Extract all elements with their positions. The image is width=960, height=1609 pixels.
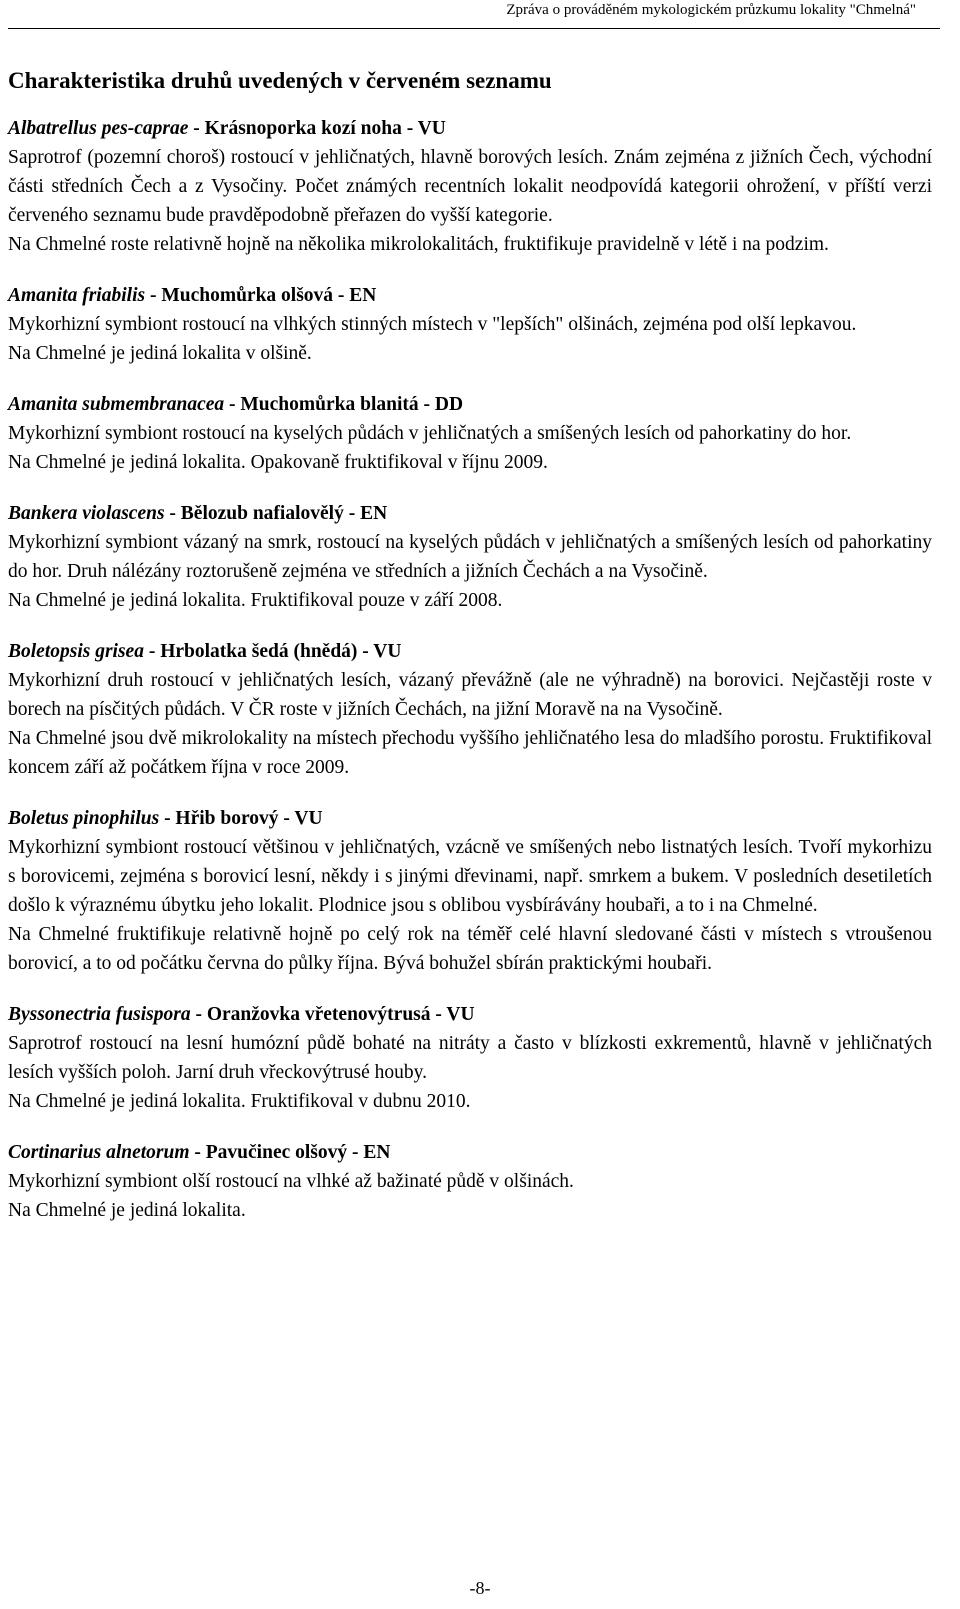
- species-list: [8, 114, 932, 1247]
- common-name-category: - Pavučinec olšový - EN: [189, 1142, 391, 1163]
- latin-name: Cortinarius alnetorum: [8, 1142, 190, 1163]
- common-name-category: - Oranžovka vřetenovýtrusá - VU: [190, 1004, 475, 1025]
- common-name-category: - Hřib borový - VU: [159, 808, 323, 829]
- common-name-category: - Hrbolatka šedá (hnědá) - VU: [143, 641, 402, 662]
- species-entry: [8, 637, 932, 782]
- species-entry: [8, 114, 932, 259]
- latin-name: Boletus pinophilus: [8, 808, 160, 829]
- description-paragraph: Mykorhizní druh rostoucí v jehličnatých lesích, vázaný převážně (ale ne výhradně) na borovici. Nejčastěji roste v borech na písčitých půdách. V ČR roste v jižních Čechách, na jižní Moravě na na Vysočině.: [8, 670, 932, 720]
- description-paragraph: Saprotrof rostoucí na lesní humózní půdě bohaté na nitráty a často v blízkosti exkrementů, hlavně v jehličnatých lesích vyšších poloh. Jarní druh vřeckovýtrusé houby.: [8, 1033, 932, 1083]
- species-heading: [8, 499, 932, 528]
- description-paragraph: Mykorhizní symbiont rostoucí na vlhkých stinných místech v "lepších" olšinách, zejména pod olší lepkavou.: [8, 314, 857, 335]
- page-number: -8-: [469, 1578, 491, 1598]
- locality-paragraph: Na Chmelné je jediná lokalita.: [8, 1200, 246, 1221]
- description-paragraph: Mykorhizní symbiont rostoucí na kyselých půdách v jehličnatých a smíšených lesích od pahorkatiny do hor.: [8, 423, 852, 444]
- latin-name: Boletopsis grisea: [8, 641, 144, 662]
- species-entry: [8, 1000, 932, 1116]
- species-entry: [8, 804, 932, 978]
- species-entry: [8, 281, 932, 368]
- species-heading: [8, 114, 932, 143]
- species-entry: [8, 390, 932, 477]
- locality-paragraph: Na Chmelné roste relativně hojně na několika mikrolokalitách, fruktifikuje pravidelně v létě i na podzim.: [8, 234, 829, 255]
- species-heading: [8, 1138, 932, 1167]
- species-heading: [8, 390, 932, 419]
- species-entry: [8, 1138, 932, 1225]
- locality-paragraph: Na Chmelné jsou dvě mikrolokality na místech přechodu vyššího jehličnatého lesa do mladšího porostu. Fruktifikoval koncem září až počátkem října v roce 2009.: [8, 728, 932, 778]
- latin-name: Amanita friabilis: [8, 285, 146, 306]
- common-name-category: - Muchomůrka olšová - EN: [145, 285, 377, 306]
- species-heading: [8, 1000, 932, 1029]
- locality-paragraph: Na Chmelné je jediná lokalita v olšině.: [8, 343, 312, 364]
- latin-name: Amanita submembranacea: [8, 394, 225, 415]
- latin-name: Albatrellus pes-caprae: [8, 118, 189, 139]
- locality-paragraph: Na Chmelné je jediná lokalita. Fruktifikoval pouze v září 2008.: [8, 590, 503, 611]
- description-paragraph: Mykorhizní symbiont rostoucí většinou v jehličnatých, vzácně ve smíšených nebo listnatých lesích. Tvoří mykorhizu s borovicemi, zejména s borovicí lesní, někdy i s jinými dřevinami, např. smrkem a bukem. V posledních desetiletích došlo k výraznému úbytku jeho lokalit. Plodnice jsou s oblibou vysbírávány houbaři, a to i na Chmelné.: [8, 837, 932, 916]
- common-name-category: - Muchomůrka blanitá - DD: [224, 394, 464, 415]
- running-header: Zpráva o prováděném mykologickém průzkumu lokality "Chmelná": [506, 2, 916, 18]
- common-name-category: - Krásnoporka kozí noha - VU: [188, 118, 446, 139]
- species-heading: [8, 637, 932, 666]
- section-title: Charakteristika druhů uvedených v červeném seznamu: [8, 68, 552, 93]
- description-paragraph: Mykorhizní symbiont olší rostoucí na vlhké až bažinaté půdě v olšinách.: [8, 1171, 574, 1192]
- locality-paragraph: Na Chmelné fruktifikuje relativně hojně po celý rok na téměř celé hlavní sledované části v místech s vtroušenou borovicí, a to od počátku června do půlky října. Bývá bohužel sbírán praktickými houbaři.: [8, 924, 932, 974]
- header-rule: [8, 28, 940, 29]
- species-heading: [8, 281, 932, 310]
- species-entry: [8, 499, 932, 615]
- locality-paragraph: Na Chmelné je jediná lokalita. Fruktifikoval v dubnu 2010.: [8, 1091, 471, 1112]
- locality-paragraph: Na Chmelné je jediná lokalita. Opakovaně fruktifikoval v říjnu 2009.: [8, 452, 548, 473]
- common-name-category: - Bělozub nafialovělý - EN: [164, 503, 388, 524]
- species-heading: [8, 804, 932, 833]
- description-paragraph: Saprotrof (pozemní choroš) rostoucí v jehličnatých, hlavně borových lesích. Znám zejména z jižních Čech, východní části středních Čech a z Vysočiny. Počet známých recentních lokalit neodpovídá kategorii ohrožení, v příští verzi červeného seznamu bude pravděpodobně přeřazen do vyšší kategorie.: [8, 147, 932, 226]
- latin-name: Bankera violascens: [8, 503, 165, 524]
- latin-name: Byssonectria fusispora: [8, 1004, 191, 1025]
- description-paragraph: Mykorhizní symbiont vázaný na smrk, rostoucí na kyselých půdách v jehličnatých a smíšených lesích od pahorkatiny do hor. Druh nálézány roztorušeně zejména ve středních a jižních Čechách a na Vysočině.: [8, 532, 932, 582]
